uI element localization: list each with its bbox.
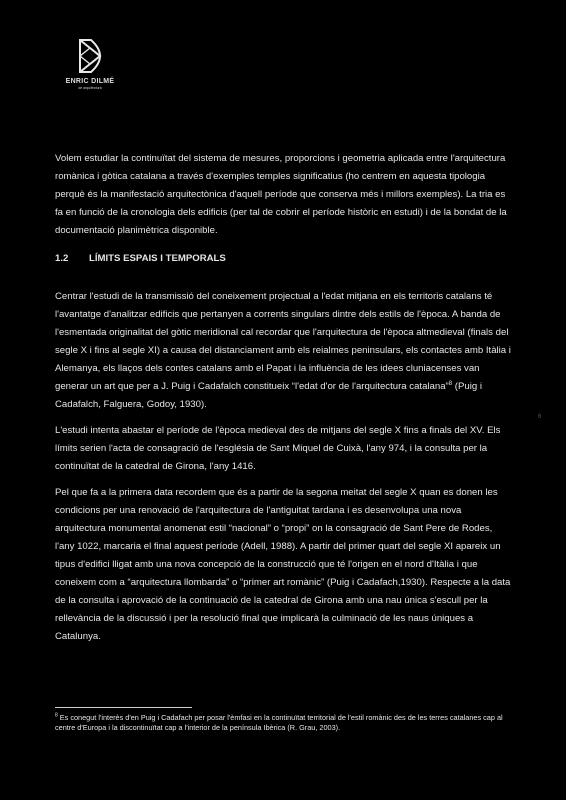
intro-paragraph: Volem estudiar la continuïtat del sistema de mesures, proporcions i geometria aplicada entre l'arquitectura romànica i gòtica catalana a través d'exemples temples significatius (ho centrem en aquesta tipologia perquè és la manifestació arquitectònica d'aquell període que conserva més i millors exemples). La tria es fa en funció de la cronologia dels edificis (per tal de cobrir el període històric en estudi) i de la bondat de la documentació planimètrica disponible. <box>55 153 507 236</box>
logo-subtitle: de arquitectura <box>78 86 102 90</box>
footnote-divider <box>55 707 192 708</box>
margin-mark: 6 <box>538 414 542 420</box>
section-title: LÍMITS ESPAIS I TEMPORALS <box>89 253 226 264</box>
footnote-reference[interactable]: 8 <box>448 380 453 387</box>
footnote <box>55 713 517 733</box>
document-body <box>55 150 513 654</box>
logo <box>60 38 120 90</box>
paragraph-1 <box>55 288 513 414</box>
section-heading <box>55 250 513 268</box>
logo-mark-icon <box>77 38 103 74</box>
paragraph-1-text: Centrar l'estudi de la transmissió del coneixement projectual a l'edat mitjana en els territoris catalans té l'avantatge d'analitzar edificis que pertanyen a corrents singulars dintre dels estils de l'època. A banda de l'esmentada originalitat del gòtic meridional cal recordar que l'arquitectura de l'època altmedieval (finals del segle X i fins al segle XI) a causa del distanciament amb els reialmes peninsulars, els contactes amb Itàlia i Alemanya, els llaços dels contes catalans amb el Papat i la influència de les idees cluniacenses van generar un art que per a J. Puig i Cadafalch constitueix “l'edat d'or de l'arquitectura catalana” <box>55 291 511 392</box>
paragraph-1-citation: (Puig i Cadafalch, Falguera, Godoy, 1930). <box>55 381 482 410</box>
paragraph-2: L'estudi intenta abastar el període de l'època medieval des de mitjans del segle X fins a finals del XV. Els límits serien l'acta de consagració de l'església de Sant Miquel de Cuixà, l'any 974, i la consulta per la continuïtat de la catedral de Girona, l'any 1416. <box>55 425 501 472</box>
footnote-text: Es conegut l'interès d'en Puig i Cadafach per posar l'èmfasi en la continuïtat territorial de l'estil romànic des de les terres catalanes cap al centre d'Europa i la discontinuïtat cap a l'interior de la península Ibèrica (R. Grau, 2003). <box>55 713 503 732</box>
logo-name: ENRIC DILMÉ <box>65 78 115 85</box>
footnote-number: 8 <box>55 712 58 719</box>
paragraph-3: Pel que fa a la primera data recordem que és a partir de la segona meitat del segle X quan es donen les condicions per una renovació de l'arquitectura de l'antiguitat tardana i es desenvolupa una nova arquitectura monumental anomenat estil “nacional” o “propi” on la consagració de Sant Pere de Rodes, l'any 1022, marcaria el final aquest període (Adell, 1988). A partir del primer quart del segle XI apareix un tipus d'edifici lligat amb una nova concepció de la construcció que té l'origen en el nord d'Itàlia i que coneixem com a “arquitectura llombarda” o “primer art romànic” (Puig i Cadafach,1930). Respecte a la data de la consulta i aprovació de la continuació de la catedral de Girona amb una nau única s'escull per la rellevància de la discussió i per la resolució final que implicarà la culminació de les naus úniques a Catalunya. <box>55 487 511 642</box>
section-number: 1.2 <box>55 253 69 264</box>
